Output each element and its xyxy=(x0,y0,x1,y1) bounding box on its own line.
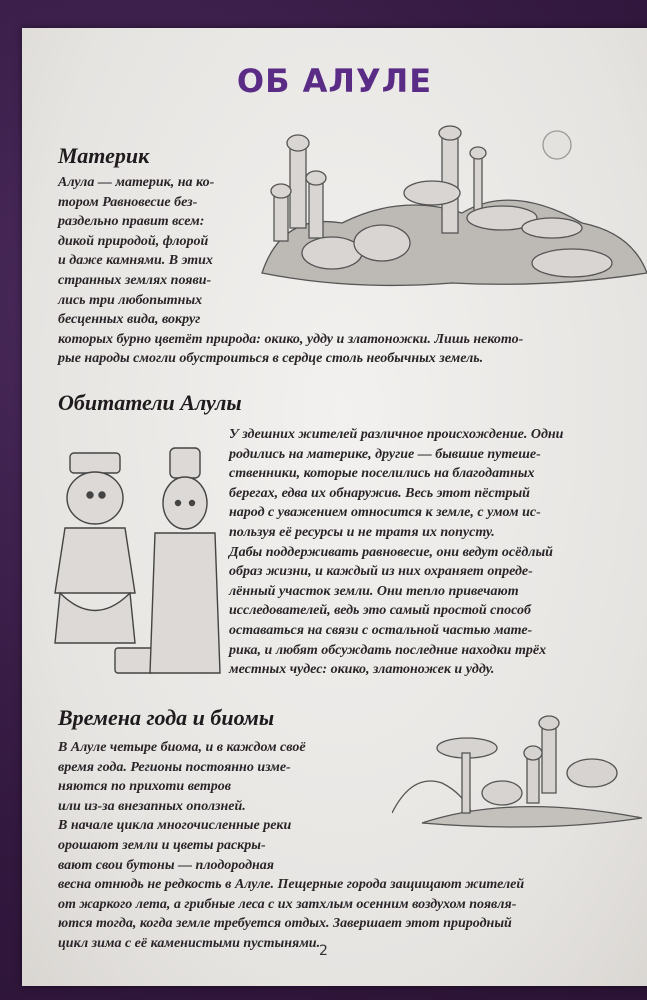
text-line: время года. Регионы постоянно изме- xyxy=(58,759,291,775)
text-line: весна отнюдь не редкость в Алуле. Пещерные города защищают жителей xyxy=(58,877,525,893)
text-line: и даже камнями. В этих xyxy=(58,253,213,269)
text-line: пользуя её ресурсы и не тратя их попусту. xyxy=(229,524,495,540)
text-line: местных чудес: окико, златоножек и удду. xyxy=(229,662,495,678)
biomes-illustration xyxy=(392,713,647,843)
text-line: родились на материке, другие — бывшие путеше- xyxy=(229,446,541,462)
text-line: народ с уважением относится к земле, с умом ис- xyxy=(229,505,541,521)
continent-illustration xyxy=(252,123,647,323)
text-line: В Алуле четыре биома, и в каждом своё xyxy=(58,740,306,755)
text-line: лённый участок земли. Они тепло привечают xyxy=(229,583,519,599)
text-line: вают свои бутоны — плодородная xyxy=(58,857,275,873)
text-line: от жаркого лета, а грибные леса с их затхлым осенним воздухом появля- xyxy=(58,896,517,912)
text-line: ются тогда, когда земле требуется отдых. Завершает этот природный xyxy=(58,916,512,932)
text-line: лись три любопытных xyxy=(58,292,203,308)
section-text-inhabitants xyxy=(229,425,563,680)
text-line: берегах, едва их обнаружив. Весь этот пёстрый xyxy=(229,485,530,501)
inhabitants-illustration xyxy=(50,443,230,693)
text-line: бесценных вида, вокруг xyxy=(58,312,201,328)
rulebook-page xyxy=(22,28,647,986)
text-line: ственники, которые поселились на благодатных xyxy=(229,466,535,482)
text-line: или из-за внезапных оползней. xyxy=(58,798,246,814)
text-line: которых бурно цветёт природа: окико, удду и златоножки. Лишь некото- xyxy=(58,331,524,347)
text-line: няются по прихоти ветров xyxy=(58,779,231,795)
text-line: У здешних жителей различное происхождение. Одни xyxy=(229,427,564,442)
text-line: странных землях появи- xyxy=(58,272,212,288)
text-line: рика, и любят обсуждать последние находки трёх xyxy=(229,642,547,658)
section-heading-continent: Материк xyxy=(58,143,150,168)
text-line: образ жизни, и каждый из них охраняет опреде- xyxy=(229,564,533,580)
text-line: рые народы смогли обустроиться в сердце столь необычных земель. xyxy=(58,351,484,367)
section-heading-seasons: Времена года и биомы xyxy=(58,705,275,730)
text-line: раздельно правит всем: xyxy=(58,214,205,230)
text-line: Алула — материк, на ко- xyxy=(58,175,215,190)
text-line: дикой природой, флорой xyxy=(58,233,209,249)
text-line: тором Равновесие без- xyxy=(58,194,198,210)
text-line: орошают земли и цветы раскры- xyxy=(58,837,266,853)
text-line: оставаться на связи с остальной частью мате- xyxy=(229,622,533,638)
text-line: В начале цикла многочисленные реки xyxy=(58,818,292,834)
text-line: цикл зима с её каменистыми пустынями. xyxy=(58,935,321,951)
page-title: ОБ АЛУЛЕ xyxy=(236,62,433,100)
page-number: 2 xyxy=(319,943,328,959)
text-line: исследователей, ведь это самый простой способ xyxy=(229,603,532,619)
text-line: Дабы поддерживать равновесие, они ведут осёдлый xyxy=(229,544,553,560)
section-heading-inhabitants: Обитатели Алулы xyxy=(58,390,242,415)
